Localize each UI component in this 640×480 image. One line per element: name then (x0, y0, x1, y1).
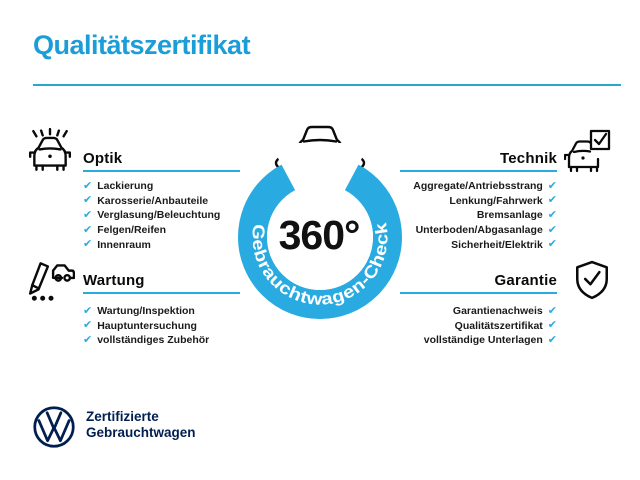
checklist-item-label: Lackierung (97, 180, 154, 193)
checkmark-icon: ✔ (83, 208, 93, 221)
checklist-item (424, 333, 557, 348)
checkmark-icon: ✔ (547, 208, 557, 221)
checkmark-icon: ✔ (83, 238, 93, 251)
checkmark-icon: ✔ (547, 179, 557, 192)
section-divider-optik (83, 170, 240, 172)
checklist-wartung (83, 304, 209, 348)
badge-ring-label: Gebrauchtwagen-Check (248, 222, 392, 309)
checklist-item-label: Unterboden/Abgasanlage (415, 224, 543, 237)
checklist-item-label: Hauptuntersuchung (97, 319, 197, 332)
checklist-item-label: Felgen/Reifen (97, 224, 167, 237)
checkmark-icon: ✔ (547, 333, 557, 346)
checklist-item (83, 208, 220, 223)
checkmark-icon: ✔ (83, 304, 93, 317)
checklist-item (83, 333, 209, 348)
checklist-item-label: Verglasung/Beleuchtung (97, 209, 221, 222)
checklist-item (451, 237, 557, 252)
section-divider-wartung (83, 292, 240, 294)
checklist-item (455, 319, 557, 334)
checklist-item-label: Wartung/Inspektion (97, 305, 195, 318)
checklist-item (83, 319, 209, 334)
footer-brand-text (86, 409, 196, 440)
section-title-optik: Optik (83, 150, 123, 167)
footer-brand-line2: Gebrauchtwagen (86, 424, 196, 440)
checkmark-icon: ✔ (83, 179, 93, 192)
section-title-wartung: Wartung (83, 272, 145, 289)
checkmark-icon: ✔ (83, 194, 93, 207)
checklist-item-label: Innenraum (97, 238, 151, 251)
checklist-item (449, 194, 557, 209)
checkmark-icon: ✔ (83, 223, 93, 236)
checkmark-icon: ✔ (83, 319, 93, 332)
checkmark-icon: ✔ (547, 304, 557, 317)
checklist-item (477, 208, 557, 223)
vw-logo (32, 405, 76, 449)
checklist-optik (83, 179, 220, 252)
badge-degree-label: 360° (278, 212, 360, 258)
checklist-item-label: Sicherheit/Elektrik (451, 238, 543, 251)
checkmark-icon: ✔ (547, 223, 557, 236)
checklist-item (416, 223, 557, 238)
checkmark-icon: ✔ (83, 333, 93, 346)
checklist-item (453, 304, 557, 319)
checklist-item-label: vollständiges Zubehör (97, 334, 210, 347)
checklist-item (83, 179, 220, 194)
header-divider (33, 84, 621, 86)
page-title: Qualitätszertifikat (33, 30, 251, 60)
checklist-item (83, 237, 220, 252)
section-title-technik: Technik (500, 150, 557, 167)
checkmark-icon: ✔ (547, 238, 557, 251)
badge-360-check (228, 113, 412, 325)
checkmark-icon: ✔ (547, 194, 557, 207)
checklist-item-label: Garantienachweis (452, 305, 543, 318)
checklist-item-label: Karosserie/Anbauteile (97, 194, 209, 207)
checklist-item (83, 304, 209, 319)
section-divider-technik (400, 170, 557, 172)
checklist-item-label: vollständige Unterlagen (423, 334, 543, 347)
shield-check-icon (574, 260, 610, 300)
checklist-item-label: Bremsanlage (476, 209, 543, 222)
pencil-car-icon (26, 258, 75, 302)
checklist-item-label: Lenkung/Fahrwerk (449, 194, 543, 207)
checklist-item-label: Qualitätszertifikat (454, 319, 543, 332)
checklist-item (83, 194, 220, 209)
checklist-item (83, 223, 220, 238)
car-shine-icon (26, 127, 74, 175)
checklist-item (413, 179, 557, 194)
section-title-garantie: Garantie (494, 272, 557, 289)
section-divider-garantie (400, 292, 557, 294)
footer-brand-line1: Zertifizierte (86, 409, 159, 424)
checklist-item-label: Aggregate/Antriebsstrang (413, 180, 543, 193)
car-checkbox-icon (564, 128, 612, 176)
checkmark-icon: ✔ (547, 319, 557, 332)
